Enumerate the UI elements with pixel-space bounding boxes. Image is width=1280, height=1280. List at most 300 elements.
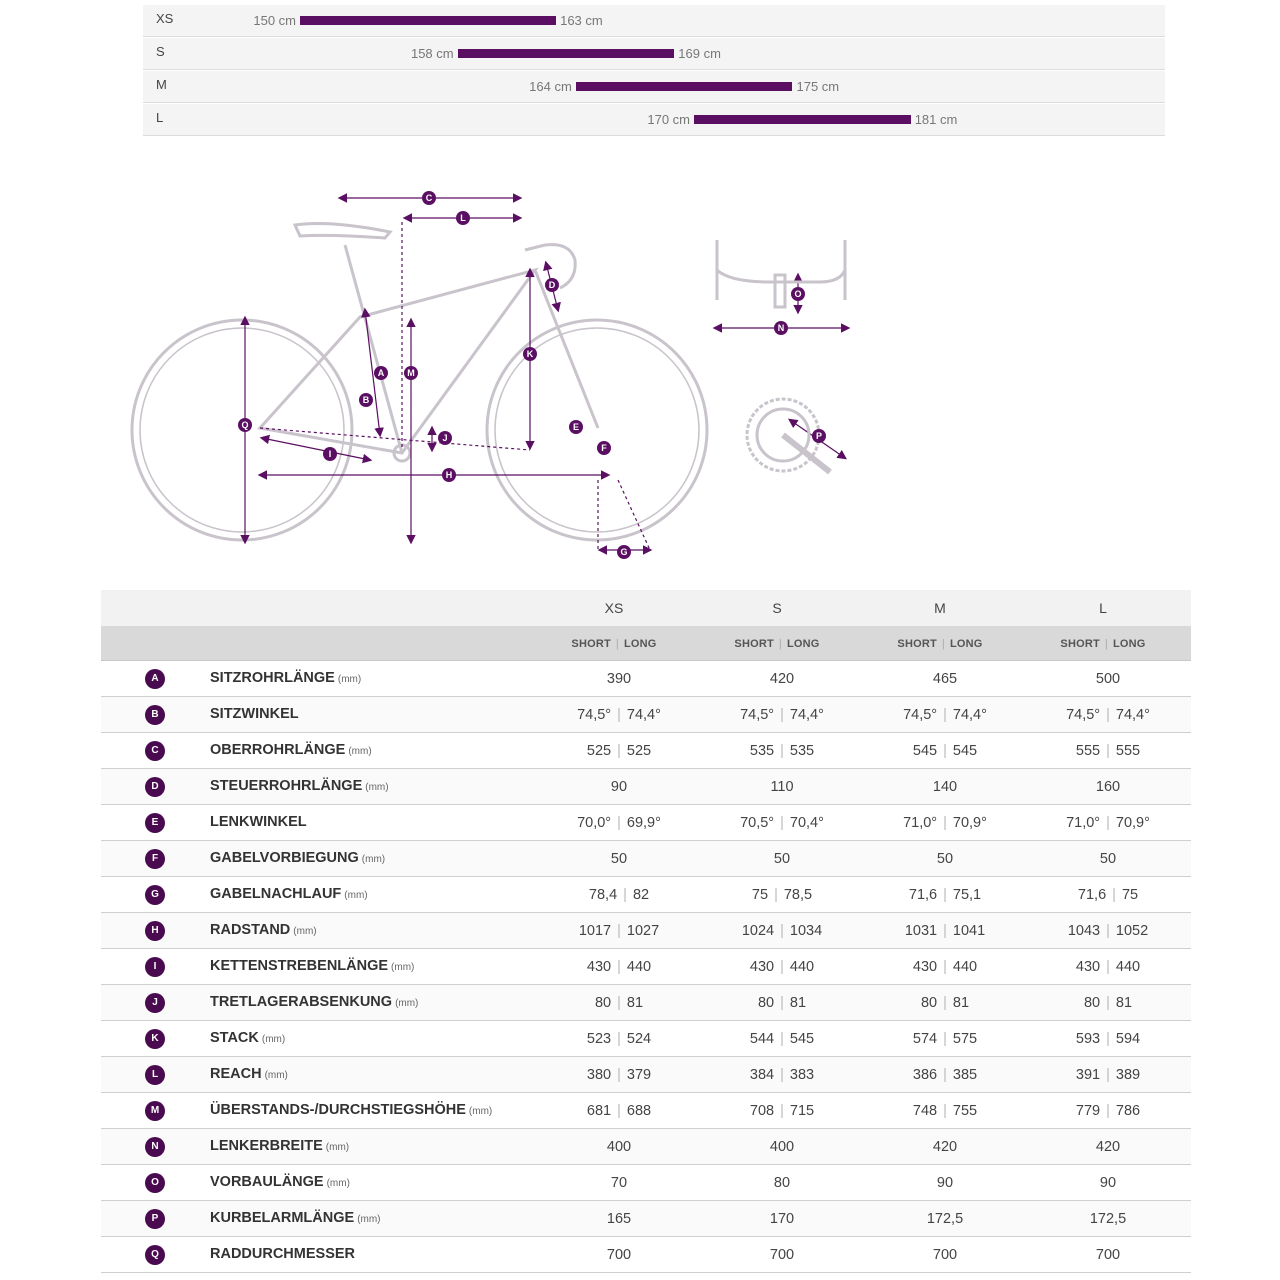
long-value: 1034 — [789, 923, 823, 939]
separator: | — [617, 1067, 621, 1083]
separator: | — [1106, 923, 1110, 939]
range-max-label: 163 cm — [560, 13, 603, 28]
long-value: 440 — [626, 959, 652, 975]
table-row — [101, 841, 1191, 877]
diagram-label: P — [815, 431, 823, 441]
value-cell — [717, 743, 847, 759]
value-cell — [880, 995, 1010, 1011]
separator: | — [1112, 887, 1116, 903]
separator: | — [780, 707, 784, 723]
table-row — [101, 1237, 1191, 1273]
long-value: 545 — [952, 743, 978, 759]
short-value: 593 — [1075, 1031, 1101, 1047]
separator: | — [780, 1031, 784, 1047]
short-value: 681 — [586, 1103, 612, 1119]
row-label: GABELNACHLAUF (mm) — [210, 886, 368, 902]
row-label: REACH (mm) — [210, 1066, 288, 1082]
table-row — [101, 1129, 1191, 1165]
value-cell: 700 — [932, 1247, 958, 1263]
value-cell — [717, 959, 847, 975]
value-cell — [554, 995, 684, 1011]
dimension-badges — [238, 191, 826, 559]
dimension-badge: J — [145, 993, 165, 1013]
value-cell: 50 — [1099, 851, 1117, 867]
long-value: 383 — [789, 1067, 815, 1083]
value-cell — [1043, 923, 1173, 939]
long-value: 524 — [626, 1031, 652, 1047]
diagram-label: B — [362, 395, 370, 405]
separator: | — [1106, 1103, 1110, 1119]
diagram-label: M — [407, 368, 415, 378]
value-cell — [1043, 1067, 1173, 1083]
row-label: LENKWINKEL — [210, 814, 307, 830]
long-value: 555 — [1115, 743, 1141, 759]
short-value: 80 — [920, 995, 938, 1011]
short-value: 80 — [594, 995, 612, 1011]
short-value: 75 — [751, 887, 769, 903]
table-row — [101, 1201, 1191, 1237]
row-label: KURBELARMLÄNGE (mm) — [210, 1210, 381, 1226]
value-cell: 465 — [932, 671, 958, 687]
value-cell: 700 — [1095, 1247, 1121, 1263]
diagram-label: I — [328, 449, 332, 459]
short-value: 384 — [749, 1067, 775, 1083]
table-row — [101, 985, 1191, 1021]
value-cell — [880, 1031, 1010, 1047]
long-label: LONG — [623, 638, 657, 650]
separator: | — [1106, 1031, 1110, 1047]
long-value: 1052 — [1115, 923, 1149, 939]
long-value: 755 — [952, 1103, 978, 1119]
short-value: 74,5° — [1066, 707, 1101, 723]
dimension-badge: N — [145, 1137, 165, 1157]
value-cell — [554, 743, 684, 759]
short-value: 71,0° — [903, 815, 938, 831]
table-row — [101, 769, 1191, 805]
long-value: 74,4° — [626, 707, 661, 723]
short-value: 71,6 — [908, 887, 938, 903]
separator: | — [617, 959, 621, 975]
short-value: 386 — [912, 1067, 938, 1083]
short-value: 74,5° — [577, 707, 612, 723]
long-label: LONG — [949, 638, 983, 650]
value-cell: 90 — [1099, 1175, 1117, 1191]
row-label: TRETLAGERABSENKUNG (mm) — [210, 994, 419, 1010]
separator: | — [943, 1103, 947, 1119]
unit-label: (mm) — [395, 998, 419, 1009]
short-value: 574 — [912, 1031, 938, 1047]
value-cell: 50 — [936, 851, 954, 867]
value-cell: 400 — [769, 1139, 795, 1155]
separator: | — [1106, 707, 1110, 723]
short-value: 430 — [1075, 959, 1101, 975]
separator: | — [1106, 743, 1110, 759]
table-header-sizes — [101, 590, 1191, 626]
value-cell — [717, 923, 847, 939]
value-cell: 140 — [932, 779, 958, 795]
handlebar-drawing — [717, 240, 845, 307]
short-value: 545 — [912, 743, 938, 759]
value-cell — [717, 1103, 847, 1119]
long-value: 525 — [626, 743, 652, 759]
separator: | — [780, 1103, 784, 1119]
separator: | — [780, 959, 784, 975]
short-value: 80 — [1083, 995, 1101, 1011]
diagram-label: A — [377, 368, 385, 378]
separator: | — [1106, 1067, 1110, 1083]
long-value: 545 — [789, 1031, 815, 1047]
table-row — [101, 733, 1191, 769]
dimension-badge: H — [145, 921, 165, 941]
row-label: VORBAULÄNGE (mm) — [210, 1174, 350, 1190]
dimension-badge: L — [145, 1065, 165, 1085]
separator: | — [943, 995, 947, 1011]
value-cell: 170 — [769, 1211, 795, 1227]
short-value: 1043 — [1067, 923, 1101, 939]
long-value: 688 — [626, 1103, 652, 1119]
unit-label: (mm) — [344, 890, 368, 901]
table-body — [101, 661, 1191, 1273]
front-wheel — [487, 320, 707, 540]
value-cell — [880, 815, 1010, 831]
value-cell — [717, 815, 847, 831]
short-value: 748 — [912, 1103, 938, 1119]
row-label: KETTENSTREBENLÄNGE (mm) — [210, 958, 415, 974]
long-value: 389 — [1115, 1067, 1141, 1083]
dimension-badge: Q — [145, 1245, 165, 1265]
value-cell — [880, 959, 1010, 975]
value-cell: 165 — [606, 1211, 632, 1227]
value-cell — [717, 707, 847, 723]
short-value: 1024 — [741, 923, 775, 939]
range-max-label: 169 cm — [678, 46, 721, 61]
value-cell: 172,5 — [926, 1211, 964, 1227]
dimension-badge: P — [145, 1209, 165, 1229]
size-column-header: L — [1099, 600, 1107, 616]
long-value: 81 — [952, 995, 970, 1011]
short-value: 708 — [749, 1103, 775, 1119]
diagram-label: O — [794, 289, 802, 299]
dimension-badge: K — [145, 1029, 165, 1049]
row-label: STEUERROHRLÄNGE (mm) — [210, 778, 389, 794]
value-cell — [717, 887, 847, 903]
short-label: SHORT — [734, 638, 774, 650]
diagram-label: J — [442, 433, 448, 443]
unit-label: (mm) — [261, 1034, 286, 1045]
value-cell — [1043, 959, 1173, 975]
long-value: 440 — [789, 959, 815, 975]
value-cell: 700 — [606, 1247, 632, 1263]
short-value: 779 — [1075, 1103, 1101, 1119]
short-value: 535 — [749, 743, 775, 759]
range-bar — [458, 49, 675, 58]
dimension-badge: E — [145, 813, 165, 833]
long-value: 75 — [1121, 887, 1139, 903]
long-value: 1027 — [626, 923, 660, 939]
long-value: 440 — [952, 959, 978, 975]
unit-label: (mm) — [325, 1142, 350, 1153]
value-cell — [717, 995, 847, 1011]
separator: | — [780, 743, 784, 759]
size-range-row — [143, 4, 1165, 37]
separator: | — [780, 815, 784, 831]
unit-label: (mm) — [337, 674, 362, 685]
short-label: SHORT — [571, 638, 611, 650]
range-max-label: 181 cm — [914, 112, 958, 127]
bike-geometry-diagram — [130, 170, 870, 570]
value-cell — [717, 1031, 847, 1047]
dimension-badge: F — [145, 849, 165, 869]
unit-label: (mm) — [361, 854, 386, 865]
table-row — [101, 1057, 1191, 1093]
unit-label: (mm) — [264, 1070, 288, 1081]
geometry-table — [101, 590, 1191, 1273]
dimension-badge: G — [145, 885, 165, 905]
separator: | — [617, 923, 621, 939]
long-value: 594 — [1115, 1031, 1141, 1047]
diagram-label: H — [445, 470, 453, 480]
value-cell — [554, 923, 684, 939]
dimension-badge: D — [145, 777, 165, 797]
diagram-label: C — [425, 193, 433, 203]
separator: | — [617, 815, 621, 831]
value-cell: 420 — [932, 1139, 958, 1155]
long-value: 715 — [789, 1103, 815, 1119]
long-value: 74,4° — [1115, 707, 1150, 723]
value-cell — [880, 923, 1010, 939]
dimension-badge: O — [145, 1173, 165, 1193]
short-long-header — [1038, 638, 1168, 650]
row-label: SITZWINKEL — [210, 706, 299, 722]
long-value: 75,1 — [952, 887, 982, 903]
long-value: 81 — [789, 995, 807, 1011]
long-value: 440 — [1115, 959, 1141, 975]
size-column-header: M — [934, 600, 946, 616]
value-cell: 420 — [1095, 1139, 1121, 1155]
diagram-label: Q — [241, 420, 249, 430]
value-cell: 700 — [769, 1247, 795, 1263]
diagram-label: K — [526, 349, 534, 359]
short-label: SHORT — [1060, 638, 1100, 650]
unit-label: (mm) — [468, 1106, 493, 1117]
separator: | — [943, 887, 947, 903]
separator: | — [943, 1067, 947, 1083]
value-cell — [554, 1067, 684, 1083]
diagram-label: G — [620, 547, 628, 557]
long-value: 786 — [1115, 1103, 1141, 1119]
value-cell: 500 — [1095, 671, 1121, 687]
short-value: 1031 — [904, 923, 938, 939]
long-value: 81 — [1115, 995, 1133, 1011]
separator: | — [1106, 959, 1110, 975]
row-label: ÜBERSTANDS-/DURCHSTIEGSHÖHE (mm) — [210, 1102, 493, 1118]
separator: | — [943, 923, 947, 939]
separator: | — [617, 995, 621, 1011]
size-range-row — [143, 70, 1165, 103]
separator: | — [780, 1067, 784, 1083]
short-value: 544 — [749, 1031, 775, 1047]
table-row — [101, 1093, 1191, 1129]
separator: | — [617, 707, 621, 723]
long-value: 69,9° — [626, 815, 661, 831]
value-cell: 50 — [773, 851, 791, 867]
long-value: 535 — [789, 743, 815, 759]
range-bar — [694, 115, 911, 124]
value-cell — [880, 1067, 1010, 1083]
short-value: 71,6 — [1077, 887, 1107, 903]
long-value: 78,5 — [783, 887, 813, 903]
short-long-header — [549, 638, 679, 650]
diagram-label: E — [572, 422, 580, 432]
table-row — [101, 1165, 1191, 1201]
long-value: 70,9° — [1115, 815, 1150, 831]
dimension-badge: C — [145, 741, 165, 761]
dimension-badge: A — [145, 669, 165, 689]
size-label: XS — [156, 11, 174, 26]
dimension-badge: B — [145, 705, 165, 725]
table-header-variants — [101, 626, 1191, 661]
row-label: SITZROHRLÄNGE (mm) — [210, 670, 362, 686]
bike-frame-drawing — [132, 224, 707, 540]
short-value: 525 — [586, 743, 612, 759]
short-value: 70,0° — [577, 815, 612, 831]
range-max-label: 175 cm — [796, 79, 840, 94]
row-label: RADDURCHMESSER — [210, 1246, 356, 1262]
size-label: M — [156, 77, 167, 92]
row-label: OBERROHRLÄNGE (mm) — [210, 742, 372, 758]
value-cell — [1043, 815, 1173, 831]
long-label: LONG — [1112, 638, 1146, 650]
separator: | — [1104, 638, 1108, 650]
size-range-row — [143, 37, 1165, 70]
long-value: 70,9° — [952, 815, 987, 831]
table-row — [101, 949, 1191, 985]
row-label: LENKERBREITE (mm) — [210, 1138, 350, 1154]
value-cell — [554, 707, 684, 723]
value-cell: 420 — [769, 671, 795, 687]
separator: | — [615, 638, 619, 650]
value-cell: 80 — [773, 1175, 791, 1191]
value-cell — [554, 959, 684, 975]
short-value: 430 — [912, 959, 938, 975]
value-cell — [1043, 707, 1173, 723]
separator: | — [943, 743, 947, 759]
separator: | — [780, 995, 784, 1011]
long-value: 74,4° — [789, 707, 824, 723]
separator: | — [941, 638, 945, 650]
size-label: S — [156, 44, 165, 59]
value-cell — [554, 1103, 684, 1119]
separator: | — [1106, 995, 1110, 1011]
separator: | — [943, 815, 947, 831]
value-cell — [1043, 887, 1173, 903]
long-value: 1041 — [952, 923, 986, 939]
separator: | — [778, 638, 782, 650]
table-row — [101, 913, 1191, 949]
diagram-label: L — [460, 213, 466, 223]
separator: | — [943, 959, 947, 975]
unit-label: (mm) — [293, 926, 317, 937]
value-cell: 70 — [610, 1175, 628, 1191]
separator: | — [943, 707, 947, 723]
value-cell: 160 — [1095, 779, 1121, 795]
row-label: RADSTAND (mm) — [210, 922, 317, 938]
value-cell: 390 — [606, 671, 632, 687]
separator: | — [943, 1031, 947, 1047]
separator: | — [617, 743, 621, 759]
separator: | — [623, 887, 627, 903]
size-range-row — [143, 103, 1165, 136]
value-cell — [717, 1067, 847, 1083]
range-min-label: 164 cm — [529, 79, 572, 94]
table-row — [101, 697, 1191, 733]
table-row — [101, 877, 1191, 913]
row-label: GABELVORBIEGUNG (mm) — [210, 850, 386, 866]
short-value: 555 — [1075, 743, 1101, 759]
short-long-header — [875, 638, 1005, 650]
unit-label: (mm) — [357, 1214, 381, 1225]
short-value: 80 — [757, 995, 775, 1011]
short-value: 71,0° — [1066, 815, 1101, 831]
value-cell — [554, 887, 684, 903]
value-cell — [554, 815, 684, 831]
value-cell: 90 — [936, 1175, 954, 1191]
unit-label: (mm) — [391, 962, 415, 973]
separator: | — [1106, 815, 1110, 831]
diagram-label: F — [601, 443, 607, 453]
value-cell — [880, 1103, 1010, 1119]
value-cell — [880, 707, 1010, 723]
value-cell — [1043, 743, 1173, 759]
short-value: 74,5° — [740, 707, 775, 723]
short-value: 391 — [1075, 1067, 1101, 1083]
short-value: 78,4 — [588, 887, 618, 903]
unit-label: (mm) — [348, 746, 372, 757]
short-label: SHORT — [897, 638, 937, 650]
table-row — [101, 805, 1191, 841]
long-value: 82 — [632, 887, 650, 903]
value-cell: 90 — [610, 779, 628, 795]
value-cell: 50 — [610, 851, 628, 867]
separator: | — [774, 887, 778, 903]
short-value: 380 — [586, 1067, 612, 1083]
value-cell — [554, 1031, 684, 1047]
long-value: 81 — [626, 995, 644, 1011]
range-bar — [300, 16, 556, 25]
value-cell: 172,5 — [1089, 1211, 1127, 1227]
table-row — [101, 1021, 1191, 1057]
range-min-label: 150 cm — [253, 13, 296, 28]
row-label: STACK (mm) — [210, 1030, 286, 1046]
value-cell — [1043, 995, 1173, 1011]
unit-label: (mm) — [326, 1178, 350, 1189]
long-value: 379 — [626, 1067, 652, 1083]
short-value: 1017 — [578, 923, 612, 939]
long-value: 575 — [952, 1031, 978, 1047]
size-column-header: S — [772, 600, 782, 616]
size-range-chart — [143, 4, 1165, 136]
long-value: 385 — [952, 1067, 978, 1083]
diagram-label: D — [548, 280, 556, 290]
value-cell — [880, 743, 1010, 759]
range-min-label: 170 cm — [647, 112, 690, 127]
separator: | — [617, 1103, 621, 1119]
value-cell — [1043, 1031, 1173, 1047]
size-label: L — [156, 110, 164, 125]
long-value: 74,4° — [952, 707, 987, 723]
diagram-label: N — [777, 323, 785, 333]
table-row — [101, 661, 1191, 697]
